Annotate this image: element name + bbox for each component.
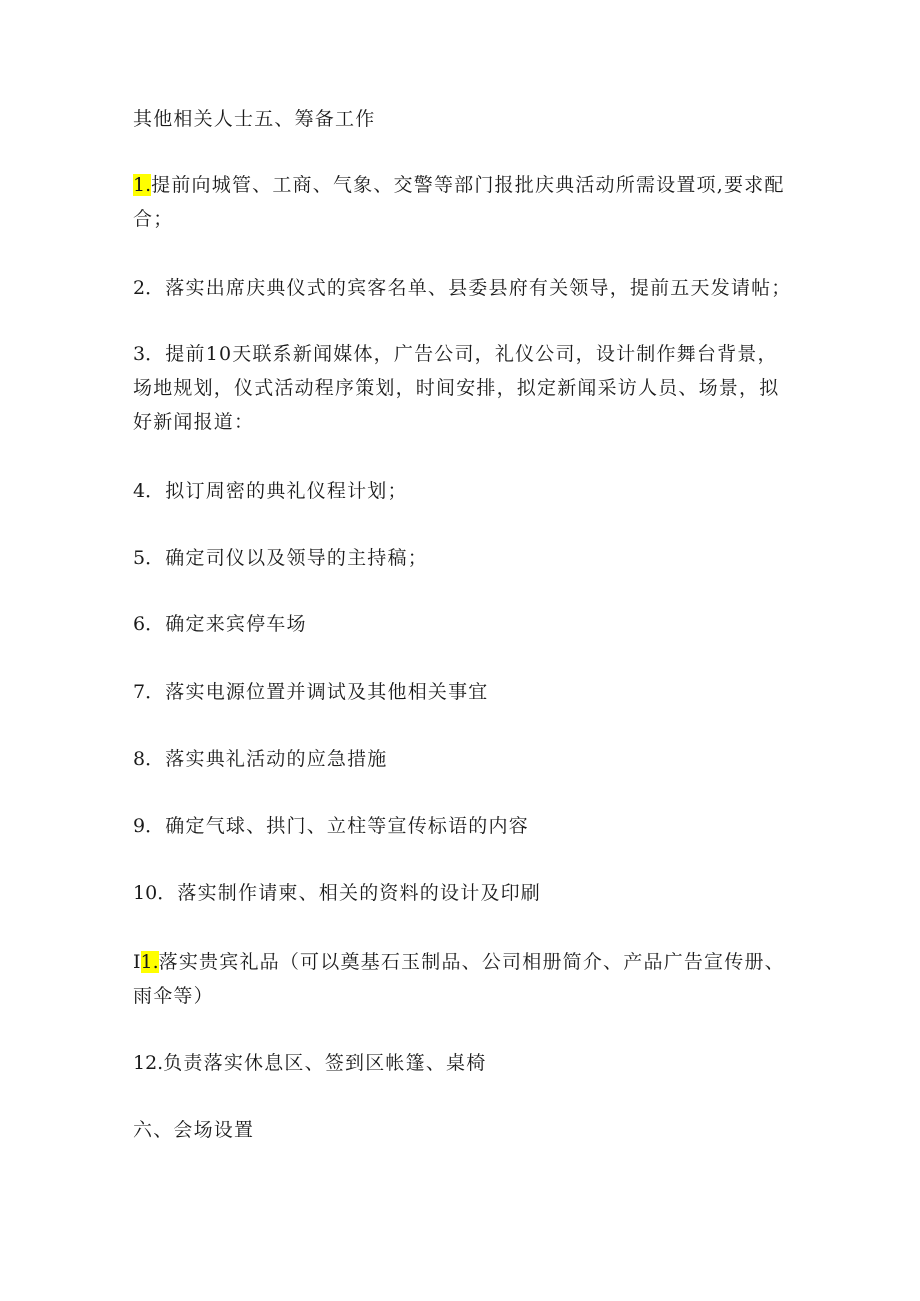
item-number-highlight: 1. [133, 174, 152, 196]
line-item-4 [133, 479, 793, 503]
item-number-highlight: 1. [140, 951, 159, 973]
item-number: 3 [133, 343, 146, 365]
item-number: 8 [133, 748, 146, 770]
line-text: ．落实制作请柬、相关的资料的设计及印刷 [157, 882, 541, 904]
item-number: 4 [133, 480, 146, 502]
line-text: ．提前10天联系新闻媒体，广告公司，礼仪公司，设计制作舞台背景，场地规划，仪式活动程序策划，时间安排，拟定新闻采访人员、场景，拟好新闻报道： [133, 343, 780, 433]
line-item-5 [133, 546, 793, 570]
line-text: ．落实典礼活动的应急措施 [145, 748, 388, 770]
line-text: ．确定气球、拱门、立柱等宣传标语的内容 [145, 815, 529, 837]
item-number: 10 [133, 882, 158, 904]
item-number: 9 [133, 815, 146, 837]
line-text: 其他相关人士五、筹备工作 [133, 108, 376, 130]
line-heading-1 [133, 107, 793, 131]
line-text: 负责落实休息区、签到区帐篷、桌椅 [163, 1052, 487, 1074]
line-item-7 [133, 680, 793, 704]
item-number: 7 [133, 681, 146, 703]
line-item-10 [133, 881, 793, 905]
line-text: 六、会场设置 [133, 1119, 255, 1141]
item-number: 5 [133, 547, 146, 569]
item-number: 2 [133, 277, 146, 299]
line-item-1 [133, 168, 793, 236]
line-text: ．确定司仪以及领导的主持稿； [145, 547, 428, 569]
line-item-9 [133, 814, 793, 838]
item-number-prefix: I [133, 951, 141, 973]
line-text: ．拟订周密的典礼仪程计划； [145, 480, 408, 502]
line-text: 落实贵宾礼品（可以奠基石玉制品、公司相册简介、产品广告宣传册、雨伞等） [133, 951, 785, 1007]
line-item-11 [133, 945, 793, 1013]
line-item-12 [133, 1051, 793, 1075]
item-number: 6 [133, 613, 146, 635]
item-number: 12. [133, 1052, 164, 1074]
line-item-2 [133, 276, 793, 300]
line-text: 提前向城管、工商、气象、交警等部门报批庆典活动所需设置项,要求配合； [133, 174, 785, 230]
line-item-3 [133, 337, 793, 439]
line-text: ．落实出席庆典仪式的宾客名单、县委县府有关领导，提前五天发请帖； [145, 277, 792, 299]
line-text: ．确定来宾停车场 [145, 613, 307, 635]
line-heading-6 [133, 1118, 793, 1142]
line-item-6 [133, 612, 793, 636]
line-item-8 [133, 747, 793, 771]
line-text: ．落实电源位置并调试及其他相关事宜 [145, 681, 489, 703]
